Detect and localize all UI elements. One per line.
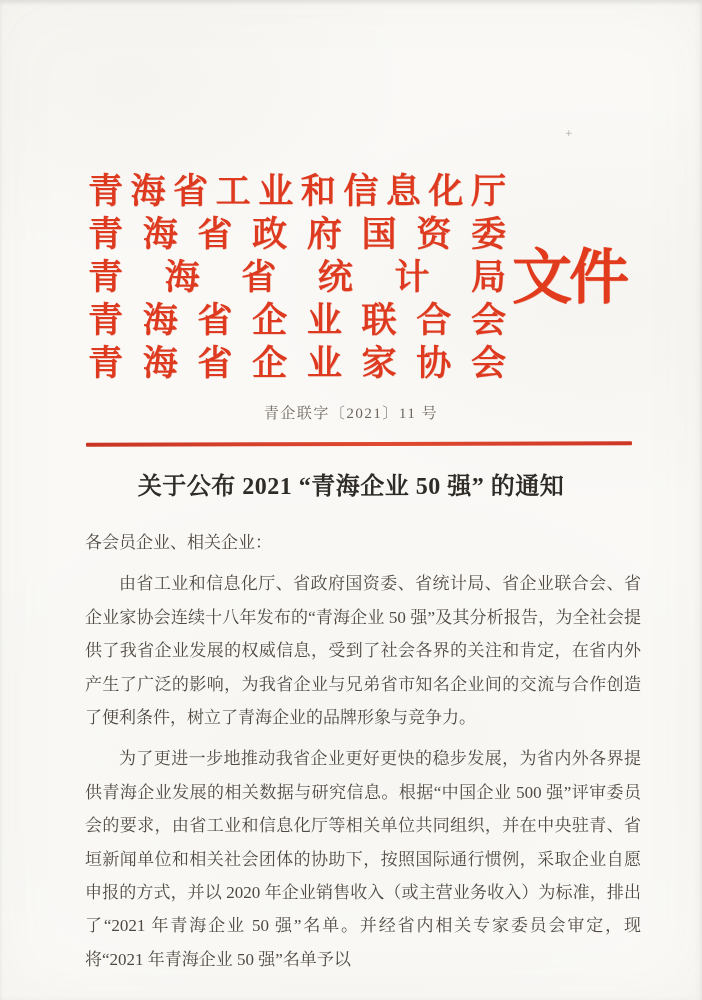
scan-artifact-mark: + (565, 129, 573, 139)
salutation-line: 各会员企业、相关企业： (85, 533, 272, 552)
document-body (85, 526, 641, 976)
agency-name-4: 青海省企业联合会 (88, 301, 506, 340)
body-paragraph-2: 为了更进一步地推动我省企业更好更快的稳步发展，为省内外各界提供青海企业发展的相关数据与研究信息。根据“中国企业 500 强”评审委员会的要求，由省工业和信息化厅等相关单位共同组织，并在中央驻青、省垣新闻单位和相关社会团体的协助下，按照国际通行惯例，采取企业自愿申报的方式，并以 2020 年企业销售收入（或主营业务收入）为标准，排出了“2021 年青海企业 50 强”名单。并经省内相关专家委员会审定，现将“2021 年青海企业 50 强”名单予以 (85, 749, 641, 969)
agency-name-5: 青海省企业家协会 (88, 344, 506, 383)
body-paragraph-1: 由省工业和信息化厅、省政府国资委、省统计局、省企业联合会、省企业家协会连续十八年发布的“青海企业 50 强”及其分析报告，为全社会提供了我省企业发展的权威信息，受到了社会各界的关注和肯定，在省内外产生了广泛的影响，为我省企业与兄弟省市知名企业间的交流与合作创造了便利条件，树立了青海企业的品牌形象与竞争力。 (85, 574, 641, 728)
agency-name-block (88, 170, 506, 385)
document-word-label: 文件 (512, 245, 626, 311)
agency-name-2: 青海省政府国资委 (88, 215, 506, 254)
document-title: 关于公布 2021 “青海企业 50 强” 的通知 (137, 474, 565, 500)
document-reference-number: 青企联字〔2021〕11 号 (263, 406, 439, 422)
agency-name-3: 青海省统计局 (88, 258, 506, 297)
red-separator-line (86, 441, 632, 446)
agency-name-1: 青海省工业和信息化厅 (88, 172, 506, 211)
